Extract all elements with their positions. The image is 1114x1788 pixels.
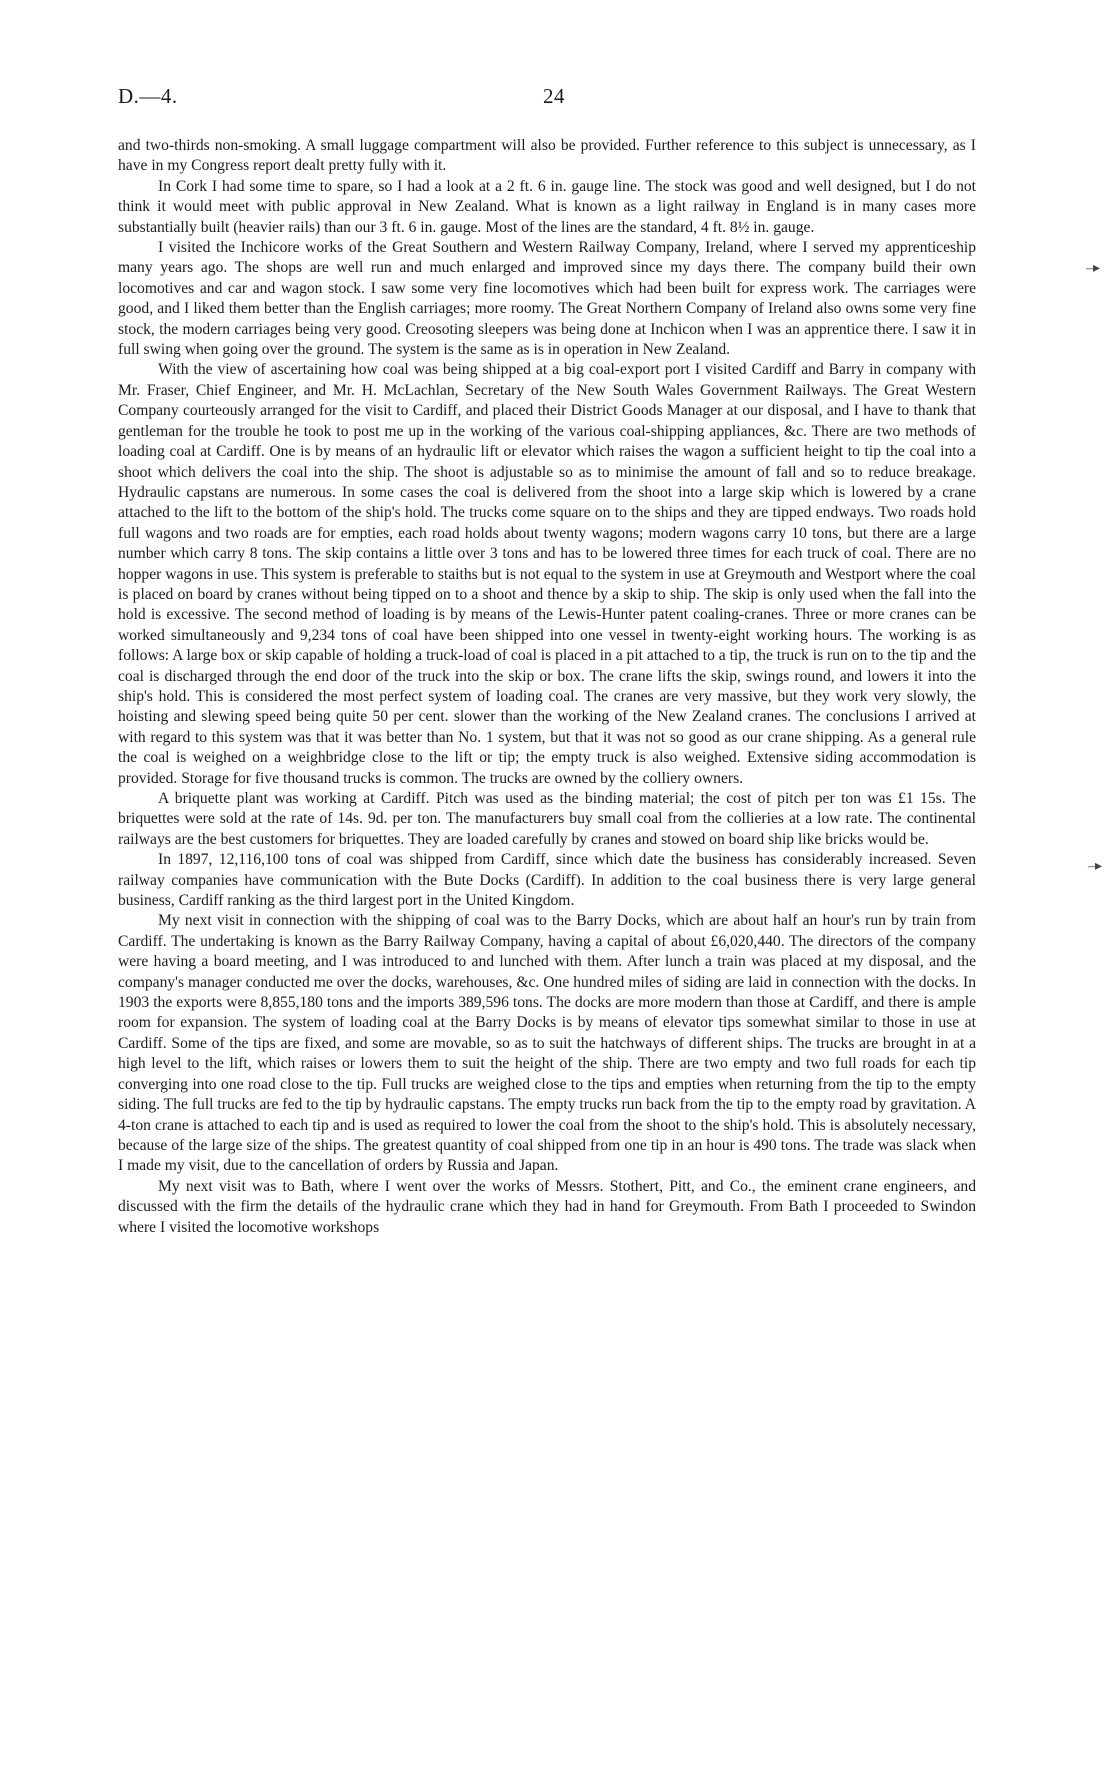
margin-mark-icon: –▸	[1088, 859, 1103, 874]
document-reference: D.—4.	[118, 84, 178, 108]
paragraph-briquette: A briquette plant was working at Cardiff. Pitch was used as the binding material; the cost of pitch per ton was £1 15s. The briquettes were sold at the rate of 14s. 9d. per ton. The manufacturers buy small coal from the collieries at a low rate. The continental railways are the best customers for briquettes. They are loaded carefully by cranes and stowed on board ship like bricks would be.	[118, 790, 976, 848]
margin-mark-icon: –▸	[1086, 261, 1101, 276]
page-header	[118, 84, 976, 120]
paragraph-cardiff-coal: With the view of ascertaining how coal was being shipped at a big coal-export port I visited Cardiff and Barry in company with Mr. Fraser, Chief Engineer, and Mr. H. McLachlan, Secretary of the New South Wales Government Railways. The Great Western Company courteously arranged for the visit to Cardiff, and placed their District Goods Manager at our disposal, and I have to thank that gentleman for the trouble he took to post me up in the working of the various coal-shipping appliances, &c. There are two methods of loading coal at Cardiff. One is by means of an hydraulic lift or elevator which raises the wagon a sufficient height to tip the coal into a shoot which delivers the coal into the ship. The shoot is adjustable so as to minimise the amount of fall and so to reduce breakage. Hydraulic capstans are numerous. In some cases the coal is delivered from the shoot into a large skip which is lowered by a crane attached to the lift to the bottom of the ship's hold. The trucks come square on to the ships and they are tipped endways. Two roads hold full wagons and two roads are for empties, each road holds about twenty wagons; modern wagons carry 10 tons, but there are a large number which carry 8 tons. The skip contains a little over 3 tons and has to be lowered three times for each truck of coal. There are no hopper wagons in use. This system is preferable to staiths but is not equal to the system in use at Greymouth and Westport where the coal is placed on board by cranes without being tipped on to a shoot and thence by a skip to ship. The skip is only used when the fall into the hold is excessive. The second method of loading is by means of the Lewis-Hunter patent coaling-cranes. Three or more cranes can be worked simultaneously and 9,234 tons of coal have been shipped into one vessel in twenty-eight working hours. The working is as follows: A large box or skip capable of holding a truck-load of coal is placed in a pit attached to a tip, the truck is run on to the tip and the coal is discharged through the end door of the truck into the skip or box. The crane lifts the skip, swings round, and lowers it into the ship's hold. This is considered the most perfect system of loading coal. The cranes are very massive, but they work very slowly, the hoisting and slewing speed being quite 50 per cent. slower than the working of the New Zealand cranes. The conclusions I arrived at with regard to this system was that it was better than No. 1 system, but that it was not so good as our crane shipping. As a general rule the coal is weighed on a weighbridge close to the lift or tip; the empty truck is also weighed. Extensive siding accommodation is provided. Storage for five thousand trucks is common. The trucks are owned by the colliery owners.	[118, 361, 977, 787]
document-page	[118, 84, 976, 1238]
paragraph-inchicore: I visited the Inchicore works of the Great Southern and Western Railway Company, Ireland, where I served my apprenticeship many years ago. The shops are well run and much enlarged and improved since my days there. The company build their own locomotives and car and wagon stock. I saw some very fine locomotives which had been built for express work. The carriages were good, and I liked them better than the English carriages; more roomy. The Great Northern Company of Ireland also owns some very fine stock, the modern carriages being very good. Creosoting sleepers was being done at Inchicon when I was an apprentice there. I saw it in full swing when going over the ground. The system is the same as is in operation in New Zealand.	[118, 239, 976, 359]
paragraph-continuation: and two-thirds non-smoking. A small luggage compartment will also be provided. Further reference to this subject is unnecessary, as I have in my Congress report dealt pretty fully with it.	[118, 137, 976, 175]
paragraph-cork: In Cork I had some time to spare, so I had a look at a 2 ft. 6 in. gauge line. The stock was good and well designed, but I do not think it would meet with public approval in New Zealand. What is known as a light railway in England is in many cases more substantially built (heavier rails) than our 3 ft. 6 in. gauge. Most of the lines are the standard, 4 ft. 8½ in. gauge.	[118, 177, 976, 236]
paragraph-1897-exports: In 1897, 12,116,100 tons of coal was shipped from Cardiff, since which date the business has considerably increased. Seven railway companies have communication with the Bute Docks (Cardiff). In addition to the coal business there is very large general business, Cardiff ranking as the third largest port in the United Kingdom.	[118, 851, 976, 910]
paragraph-barry-docks: My next visit in connection with the shipping of coal was to the Barry Docks, which are about half an hour's run by train from Cardiff. The undertaking is known as the Barry Railway Company, having a capital of about £6,020,440. The directors of the company were having a board meeting, and I was introduced to and lunched with them. After lunch a train was placed at my disposal, and the company's manager conducted me over the docks, warehouses, &c. One hundred miles of siding are laid in connection with the docks. In 1903 the exports were 8,855,180 tons and the imports 389,596 tons. The docks are more modern than those at Cardiff, and there is ample room for expansion. The system of loading coal at the Barry Docks is by means of elevator tips somewhat similar to those in use at Cardiff. Some of the tips are fixed, and some are movable, so as to suit the hatchways of different ships. The trucks are brought in at a high level to the lift, which raises or lowers them to suit the height of the ship. There are two empty and two full roads for each tip converging into one road close to the tip. Full trucks are weighed close to the tips and empties when returning from the tip to the empty siding. The full trucks are fed to the tip by hydraulic capstans. The empty trucks run back from the tip to the empty road by gravitation. A 4-ton crane is attached to each tip and is used as required to lower the coal from the shoot to the ship's hold. This is absolutely necessary, because of the large size of the ships. The greatest quantity of coal shipped from one tip in an hour is 490 tons. The trade was slack when I made my visit, due to the cancellation of orders by Russia and Japan.	[118, 912, 976, 1175]
paragraph-bath: My next visit was to Bath, where I went over the works of Messrs. Stothert, Pitt, and Co., the eminent crane engineers, and discussed with the firm the details of the hydraulic crane which they had in hand for Greymouth. From Bath I proceeded to Swindon where I visited the locomotive workshops	[118, 1177, 976, 1236]
body-text	[118, 136, 976, 1238]
page-number: 24	[543, 84, 565, 108]
